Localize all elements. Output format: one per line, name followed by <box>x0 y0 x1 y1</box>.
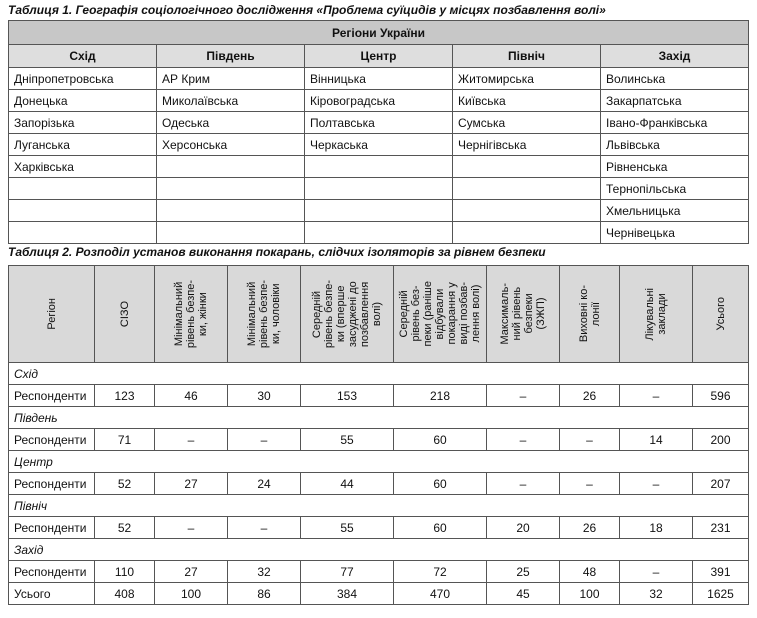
value-cell: – <box>560 473 620 495</box>
region-cell: Херсонська <box>157 134 305 156</box>
section-row <box>9 407 749 429</box>
table-row <box>9 178 749 200</box>
value-cell: – <box>155 429 228 451</box>
zone-header: Південь <box>157 45 305 68</box>
section-name: Схід <box>9 363 749 385</box>
value-cell: 14 <box>620 429 693 451</box>
row-label: Респонденти <box>9 429 95 451</box>
value-cell: – <box>228 517 301 539</box>
value-cell: 27 <box>155 473 228 495</box>
value-cell: 45 <box>487 583 560 605</box>
value-cell: – <box>487 429 560 451</box>
value-cell: 27 <box>155 561 228 583</box>
region-cell <box>453 200 601 222</box>
zone-header: Захід <box>601 45 749 68</box>
table-row <box>9 385 749 407</box>
region-cell <box>157 156 305 178</box>
value-cell: 55 <box>301 517 394 539</box>
region-cell: Хмельницька <box>601 200 749 222</box>
table-row <box>9 134 749 156</box>
table-row <box>9 517 749 539</box>
value-cell: 25 <box>487 561 560 583</box>
column-header <box>394 266 487 363</box>
region-cell <box>305 222 453 244</box>
section-name: Захід <box>9 539 749 561</box>
table-row <box>9 200 749 222</box>
table-row <box>9 90 749 112</box>
value-cell: 20 <box>487 517 560 539</box>
region-cell: Чернівецька <box>601 222 749 244</box>
section-name: Північ <box>9 495 749 517</box>
institutions-table <box>8 265 749 605</box>
value-cell: 60 <box>394 517 487 539</box>
region-cell <box>453 178 601 200</box>
column-header <box>620 266 693 363</box>
value-cell: 200 <box>693 429 749 451</box>
column-header-label: Регіон <box>45 298 58 330</box>
column-header <box>693 266 749 363</box>
row-label: Респонденти <box>9 473 95 495</box>
region-cell: Миколаївська <box>157 90 305 112</box>
region-cell <box>305 178 453 200</box>
value-cell: 110 <box>95 561 155 583</box>
section-row <box>9 363 749 385</box>
region-cell <box>9 222 157 244</box>
column-header-label: Максималь- ний рівень безпеки (ЗЖП) <box>499 283 547 345</box>
table-row <box>9 429 749 451</box>
value-cell: 18 <box>620 517 693 539</box>
value-cell: 32 <box>228 561 301 583</box>
region-cell: Чернігівська <box>453 134 601 156</box>
value-cell: – <box>560 429 620 451</box>
value-cell: 123 <box>95 385 155 407</box>
row-label: Респонденти <box>9 517 95 539</box>
table1-caption: Таблиця 1. Географія соціологічного дослідження «Проблема суїцидів у місцях позбавлення волі» <box>8 3 606 17</box>
region-cell: Сумська <box>453 112 601 134</box>
column-header <box>9 266 95 363</box>
value-cell: – <box>487 385 560 407</box>
region-cell <box>9 200 157 222</box>
value-cell: 24 <box>228 473 301 495</box>
section-name: Південь <box>9 407 749 429</box>
column-header-label: СІЗО <box>118 300 131 328</box>
region-cell: Київська <box>453 90 601 112</box>
region-cell: Івано-Франківська <box>601 112 749 134</box>
value-cell: 44 <box>301 473 394 495</box>
column-header-label: Лікувальні заклади <box>644 287 668 341</box>
region-cell: Львівська <box>601 134 749 156</box>
zone-header: Схід <box>9 45 157 68</box>
regions-table <box>8 20 749 244</box>
column-header <box>155 266 228 363</box>
region-cell: АР Крим <box>157 68 305 90</box>
region-cell <box>453 156 601 178</box>
region-cell: Одеська <box>157 112 305 134</box>
value-cell: 153 <box>301 385 394 407</box>
value-cell: 46 <box>155 385 228 407</box>
table-row <box>9 156 749 178</box>
value-cell: 55 <box>301 429 394 451</box>
column-header-label: Мінімальний рівень безпе- ки, жінки <box>173 279 209 349</box>
section-row <box>9 451 749 473</box>
section-row <box>9 539 749 561</box>
zone-header: Центр <box>305 45 453 68</box>
value-cell: – <box>228 429 301 451</box>
value-cell: 26 <box>560 385 620 407</box>
region-cell: Дніпропетровська <box>9 68 157 90</box>
value-cell: 231 <box>693 517 749 539</box>
region-cell: Вінницька <box>305 68 453 90</box>
value-cell: 384 <box>301 583 394 605</box>
region-cell: Донецька <box>9 90 157 112</box>
section-row <box>9 495 749 517</box>
column-header-label: Середній рівень безпе- ки (вперше засуджені до позбавлення волі) <box>311 279 383 349</box>
table-row <box>9 112 749 134</box>
region-cell: Житомирська <box>453 68 601 90</box>
region-cell: Полтавська <box>305 112 453 134</box>
value-cell: – <box>620 561 693 583</box>
value-cell: 391 <box>693 561 749 583</box>
region-cell <box>9 178 157 200</box>
region-cell: Закарпатська <box>601 90 749 112</box>
region-cell <box>453 222 601 244</box>
region-cell: Харківська <box>9 156 157 178</box>
region-cell <box>157 222 305 244</box>
value-cell: – <box>620 473 693 495</box>
region-cell: Черкаська <box>305 134 453 156</box>
value-cell: 30 <box>228 385 301 407</box>
table-row <box>9 222 749 244</box>
value-cell: 218 <box>394 385 487 407</box>
value-cell: – <box>620 385 693 407</box>
value-cell: 100 <box>560 583 620 605</box>
value-cell: 100 <box>155 583 228 605</box>
region-cell: Запорізька <box>9 112 157 134</box>
value-cell: 26 <box>560 517 620 539</box>
value-cell: 72 <box>394 561 487 583</box>
region-cell: Тернопільська <box>601 178 749 200</box>
total-row <box>9 583 749 605</box>
column-header <box>228 266 301 363</box>
value-cell: 48 <box>560 561 620 583</box>
region-cell: Волинська <box>601 68 749 90</box>
value-cell: 207 <box>693 473 749 495</box>
value-cell: 77 <box>301 561 394 583</box>
value-cell: 408 <box>95 583 155 605</box>
zones-header-row <box>9 45 749 68</box>
value-cell: 52 <box>95 473 155 495</box>
row-label: Усього <box>9 583 95 605</box>
value-cell: 60 <box>394 473 487 495</box>
row-label: Респонденти <box>9 385 95 407</box>
region-cell <box>157 200 305 222</box>
value-cell: 86 <box>228 583 301 605</box>
column-header-label: Середній рівень без- пеки (раніше відбували покарання у виді позбав- лення волі) <box>398 281 482 347</box>
value-cell: – <box>487 473 560 495</box>
row-label: Респонденти <box>9 561 95 583</box>
value-cell: 470 <box>394 583 487 605</box>
value-cell: 71 <box>95 429 155 451</box>
column-header-label: Мінімальний рівень безпе- ки, чоловіки <box>246 279 282 349</box>
value-cell: 60 <box>394 429 487 451</box>
region-cell: Кіровоградська <box>305 90 453 112</box>
table2-caption: Таблиця 2. Розподіл установ виконання покарань, слідчих ізоляторів за рівнем безпеки <box>8 245 546 259</box>
table-row <box>9 68 749 90</box>
value-cell: 32 <box>620 583 693 605</box>
column-header-label: Виховні ко- лонії <box>577 285 602 343</box>
value-cell: 1625 <box>693 583 749 605</box>
value-cell: 52 <box>95 517 155 539</box>
column-header <box>301 266 394 363</box>
table-row <box>9 561 749 583</box>
region-cell: Луганська <box>9 134 157 156</box>
column-header <box>95 266 155 363</box>
region-cell: Рівненська <box>601 156 749 178</box>
column-header <box>560 266 620 363</box>
value-cell: 596 <box>693 385 749 407</box>
regions-header: Регіони України <box>9 21 749 45</box>
column-header-label: Усього <box>714 297 727 331</box>
table-row <box>9 473 749 495</box>
value-cell: – <box>155 517 228 539</box>
zone-header: Північ <box>453 45 601 68</box>
institutions-header-row <box>9 266 749 363</box>
region-cell <box>157 178 305 200</box>
region-cell <box>305 156 453 178</box>
section-name: Центр <box>9 451 749 473</box>
column-header <box>487 266 560 363</box>
region-cell <box>305 200 453 222</box>
